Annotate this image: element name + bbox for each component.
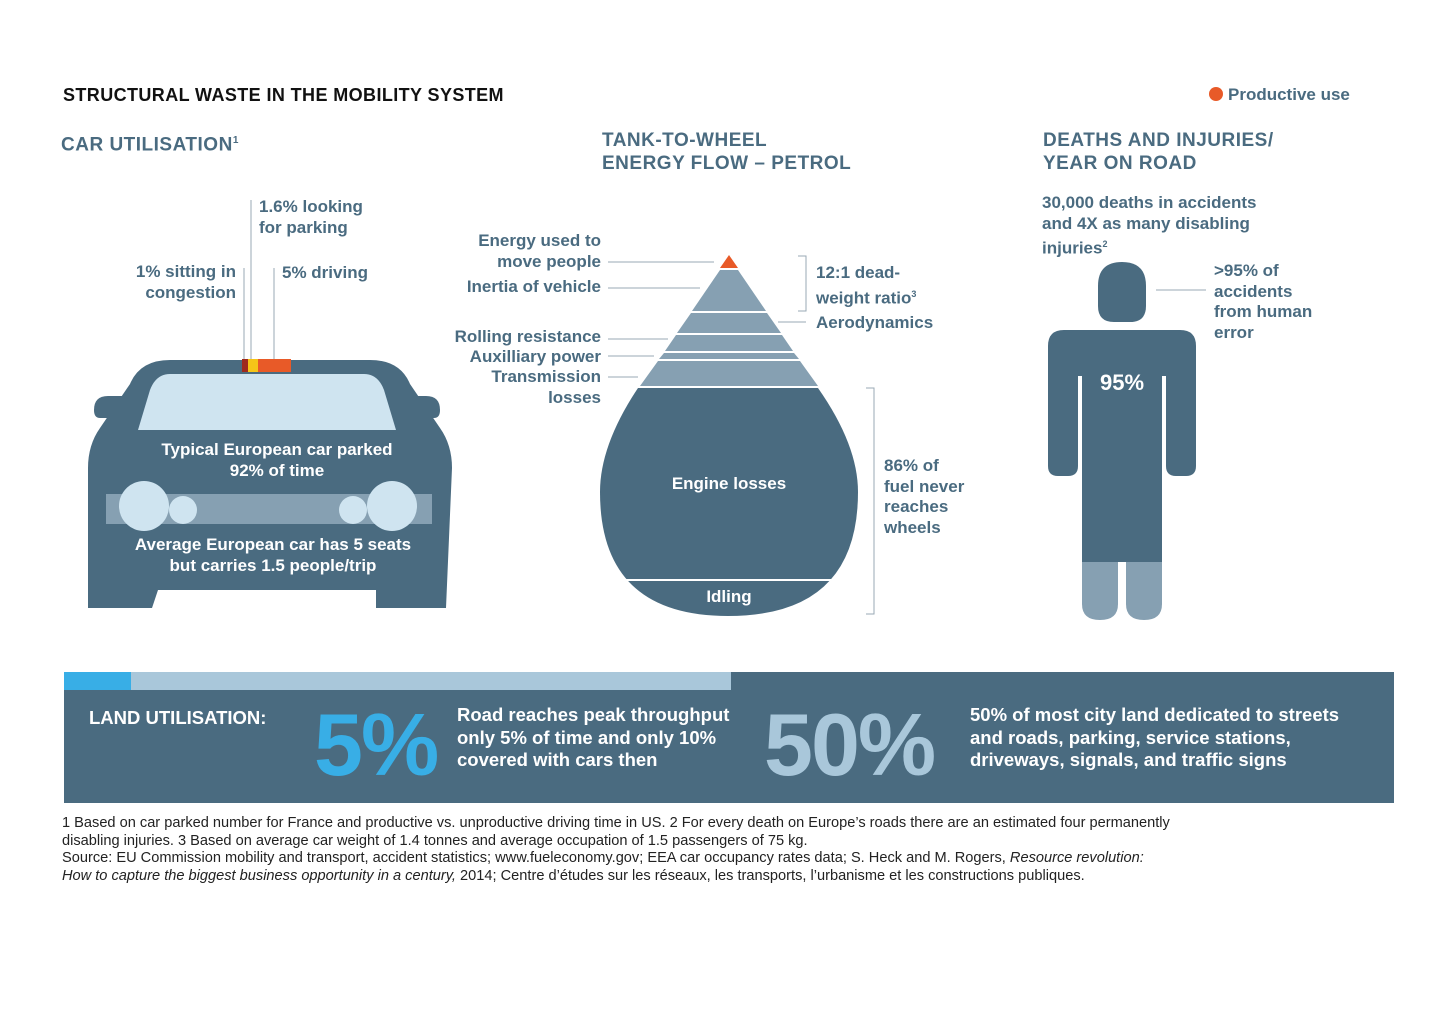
label-parked: Typical European car parked 92% of time [161, 440, 393, 480]
legend [1209, 85, 1350, 105]
label-fuel-never: 86% of fuel never reaches wheels [884, 456, 965, 537]
legend-orange-dot-icon [1209, 87, 1223, 101]
layer-transmission [640, 361, 818, 386]
bracket-deadweight [798, 256, 806, 311]
footnote-book-italic: How to capture the biggest business opportunity in a century, [62, 868, 456, 885]
car-foglight-right [339, 496, 367, 524]
car-windshield [138, 374, 396, 430]
land-text-5pct: Road reaches peak throughput only 5% of time and only 10% covered with cars then [457, 704, 730, 770]
footnote-rest-text: 2014; Centre d’études sur les réseaux, les transports, l’urbanisme et les constructions publiques. [456, 868, 1085, 885]
land-label: LAND UTILISATION: [89, 707, 267, 728]
car-utilisation-header [61, 129, 239, 156]
label-deadweight [816, 263, 916, 309]
layer-aerodynamics [677, 313, 781, 333]
label-auxiliary-power: Auxilliary power [469, 347, 601, 366]
deaths-header: DEATHS AND INJURIES/ YEAR ON ROAD [1043, 130, 1274, 174]
land-big-5pct: 5% [314, 695, 438, 794]
label-human-error: >95% of accidents from human error [1214, 261, 1313, 342]
human-figure [1048, 262, 1206, 620]
label-accidents [1042, 193, 1257, 259]
label-inertia: Inertia of vehicle [466, 277, 601, 296]
layer-inertia [692, 270, 766, 311]
footnote-source-italic: Resource revolution: [1009, 850, 1144, 867]
label-congestion: 1% sitting in congestion [135, 262, 236, 302]
label-rolling-resistance: Rolling resistance [454, 327, 601, 346]
deadweight-text: 12:1 dead- weight ratio [816, 263, 912, 308]
figure-leg-right [1126, 562, 1162, 620]
accidents-text: 30,000 deaths in accidents and 4X as many disabling injuries [1042, 193, 1257, 258]
roof-bar-driving [258, 359, 291, 372]
energy-flow-header: TANK-TO-WHEEL ENERGY FLOW – PETROL [602, 130, 852, 174]
legend-label: Productive use [1228, 85, 1350, 104]
label-idling: Idling [706, 587, 752, 606]
layer-rolling [665, 335, 793, 351]
land-bar-light [131, 672, 731, 690]
layer-auxiliary [659, 353, 799, 359]
main-title: STRUCTURAL WASTE IN THE MOBILITY SYSTEM [63, 85, 504, 105]
footnote-line-3 [62, 850, 1362, 868]
land-big-50pct: 50% [764, 695, 935, 794]
energy-drop [600, 255, 874, 616]
footnotes [62, 815, 1362, 886]
accidents-sup: 2 [1102, 239, 1108, 249]
car-headlight-right [367, 481, 417, 531]
figure-pct-label: 95% [1099, 370, 1145, 395]
label-driving: 5% driving [282, 263, 368, 282]
bracket-fuel [866, 388, 874, 614]
label-engine-losses: Engine losses [671, 474, 787, 493]
land-text-50pct: 50% of most city land dedicated to streets and roads, parking, service stations, driveways, signals, and traffic signs [970, 704, 1340, 770]
figure-leg-left [1082, 562, 1118, 620]
figure-head [1098, 262, 1146, 322]
footnote-line-2: disabling injuries. 3 Based on average car weight of 1.4 tonnes and average occupation of 1.5 passengers of 75 kg. [62, 832, 808, 849]
roof-bar-parking [248, 359, 258, 372]
label-looking-parking: 1.6% looking for parking [259, 197, 363, 237]
car-mirror-left [94, 396, 134, 418]
deadweight-sup: 3 [911, 288, 917, 299]
roof-bar-congestion [242, 359, 248, 372]
car-header-sup: 1 [232, 135, 239, 146]
label-transmission-losses: Transmission losses [491, 367, 601, 407]
footnote-line-1: 1 Based on car parked number for France and productive vs. unproductive driving time in US. 2 For every death on Europe’s roads there are an estimated four permanently [62, 815, 1170, 831]
car-header-text: CAR UTILISATION [61, 134, 233, 156]
figure-body [1048, 330, 1196, 562]
label-seats: Average European car has 5 seats but carries 1.5 people/trip [134, 535, 412, 575]
layer-move-people [720, 255, 738, 268]
footnote-line-4 [62, 868, 1362, 886]
land-bar-cyan [64, 672, 131, 690]
car-headlight-left [119, 481, 169, 531]
drop-engine-losses [600, 388, 858, 616]
label-aerodynamics: Aerodynamics [816, 313, 934, 332]
footnote-source-text: Source: EU Commission mobility and transport, accident statistics; www.fueleconomy.gov; EEA car occupancy rates data; S. Heck and M. Rogers, [62, 850, 1010, 867]
land-utilisation-banner [64, 672, 1394, 803]
label-move-people: Energy used to move people [478, 231, 601, 271]
car-foglight-left [169, 496, 197, 524]
